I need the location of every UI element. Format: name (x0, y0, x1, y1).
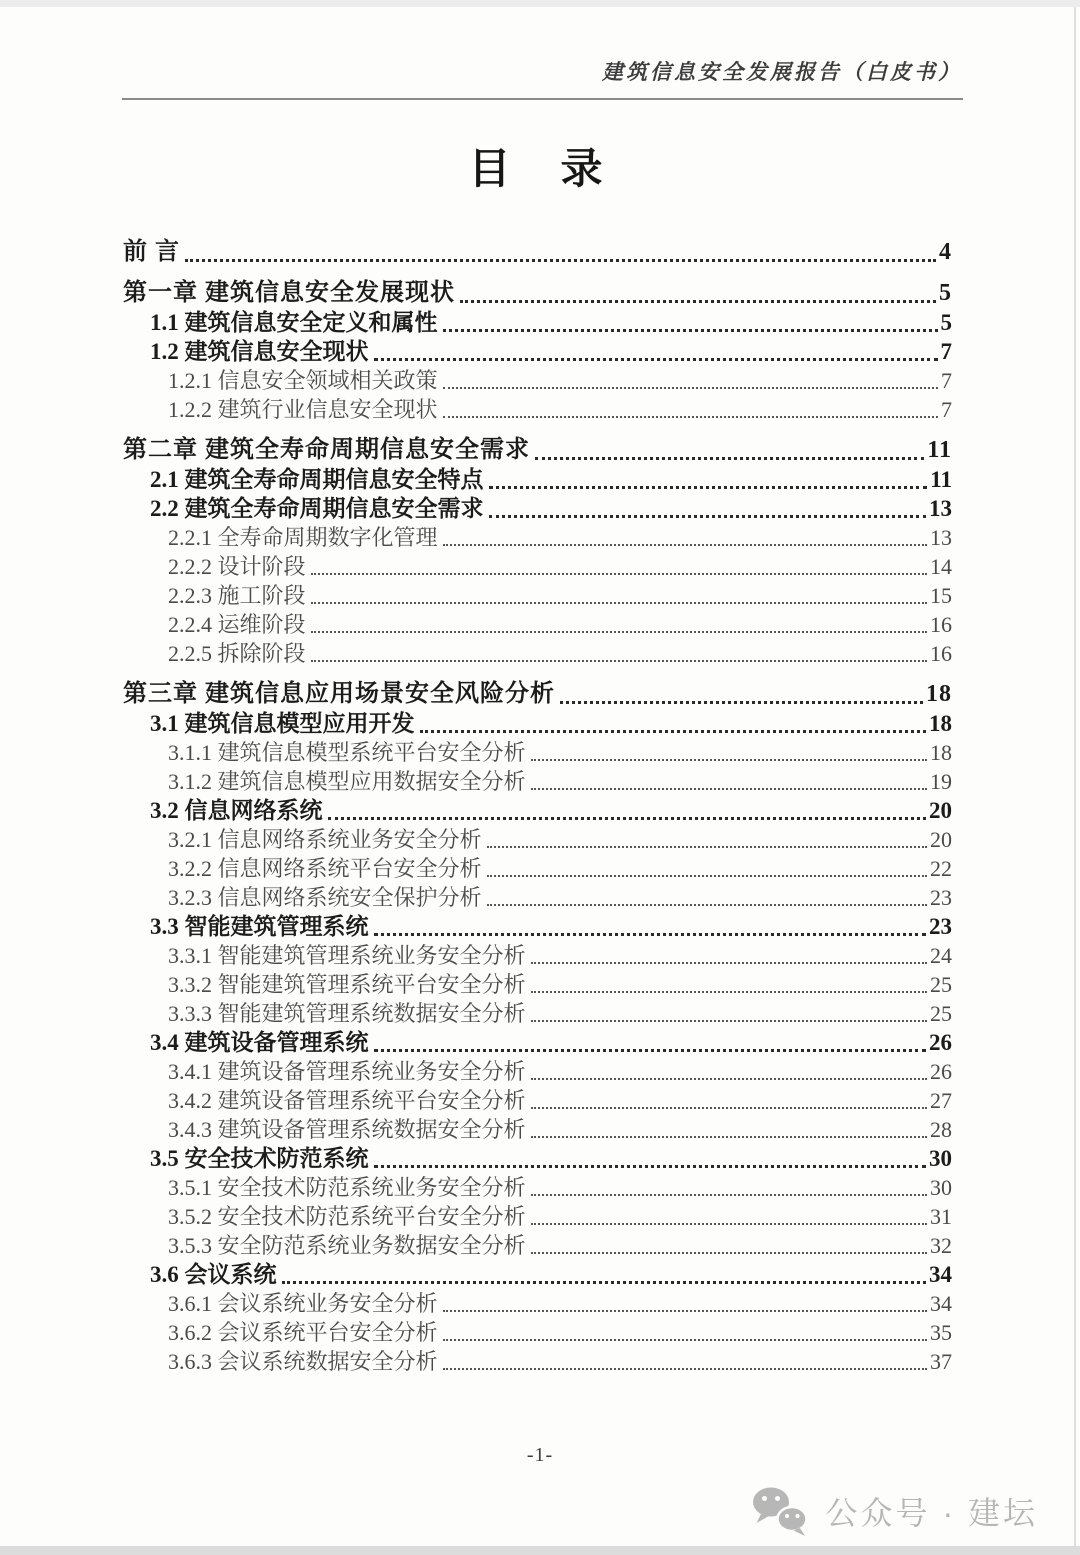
toc-entry-page: 23 (930, 885, 952, 910)
toc-entry-label: 3.5.3 安全防范系统业务数据安全分析 (168, 1233, 526, 1258)
toc-entry-page: 5 (940, 310, 952, 335)
running-header: 建筑信息安全发展报告（白皮书） (602, 60, 962, 84)
toc-entry[interactable] (123, 494, 952, 523)
toc-leader-dots (531, 1078, 927, 1080)
toc-entry-label: 3.6 会议系统 (150, 1262, 277, 1287)
toc-entry[interactable] (123, 970, 952, 999)
toc-leader-dots (560, 701, 923, 704)
toc-entry-label: 1.2.1 信息安全领域相关政策 (168, 368, 438, 393)
toc-leader-dots (311, 660, 927, 662)
toc-entry-label: 3.6.1 会议系统业务安全分析 (168, 1291, 438, 1316)
toc-entry-label: 3.2.3 信息网络系统安全保护分析 (168, 885, 482, 910)
toc-entry-page: 30 (929, 1146, 952, 1171)
toc-leader-dots (531, 962, 927, 964)
toc-entry-label: 3.4 建筑设备管理系统 (150, 1030, 369, 1055)
toc-leader-dots (531, 1252, 927, 1254)
header-rule (122, 98, 963, 100)
toc-leader-dots (374, 1049, 927, 1052)
page-number: -1- (526, 1444, 554, 1466)
scan-edge-top (0, 0, 1080, 7)
toc-leader-dots (311, 602, 927, 604)
toc-entry-page: 13 (930, 525, 952, 550)
toc-leader-dots (531, 1223, 927, 1225)
toc-entry-label: 前 言 (123, 239, 180, 265)
toc-entry-page: 30 (930, 1175, 952, 1200)
toc-entry-page: 11 (930, 467, 952, 492)
toc-entry[interactable] (123, 912, 952, 941)
toc-leader-dots (489, 515, 927, 518)
toc-leader-dots (311, 573, 927, 575)
toc-entry-page: 18 (926, 681, 952, 707)
toc-entry-page: 27 (930, 1088, 952, 1113)
toc-entry[interactable] (123, 680, 952, 709)
toc-entry-page: 7 (940, 339, 952, 364)
toc-entry-page: 25 (930, 1001, 952, 1026)
toc-title: 目 录 (468, 147, 607, 193)
toc-entry[interactable] (123, 465, 952, 494)
toc-entry[interactable] (123, 1173, 952, 1202)
toc-leader-dots (531, 788, 927, 790)
toc-entry-label: 1.2.2 建筑行业信息安全现状 (168, 397, 438, 422)
toc-entry[interactable] (123, 308, 952, 337)
toc-entry[interactable] (123, 552, 952, 581)
toc-entry-label: 第一章 建筑信息安全发展现状 (123, 280, 455, 306)
toc-entry[interactable] (123, 1260, 952, 1289)
toc-entry-page: 19 (930, 769, 952, 794)
toc-entry-label: 2.1 建筑全寿命周期信息安全特点 (150, 467, 484, 492)
toc-leader-dots (443, 416, 938, 418)
toc-entry[interactable] (123, 279, 952, 308)
toc-entry-label: 2.2 建筑全寿命周期信息安全需求 (150, 496, 484, 521)
toc-entry-label: 3.5.2 安全技术防范系统平台安全分析 (168, 1204, 526, 1229)
toc-entry-label: 1.2 建筑信息安全现状 (150, 339, 369, 364)
toc-entry-page: 35 (930, 1320, 952, 1345)
toc-entry-page: 34 (930, 1291, 952, 1316)
toc-entry-label: 3.4.3 建筑设备管理系统数据安全分析 (168, 1117, 526, 1142)
toc-entry-page: 26 (930, 1059, 952, 1084)
toc-entry-page: 18 (929, 711, 952, 736)
toc-leader-dots (460, 300, 936, 303)
toc-leader-dots (374, 933, 927, 936)
toc-entry[interactable] (123, 796, 952, 825)
toc-entry-label: 3.3 智能建筑管理系统 (150, 914, 369, 939)
toc-entry-label: 2.2.2 设计阶段 (168, 554, 306, 579)
toc-entry-page: 4 (939, 239, 952, 265)
toc-leader-dots (185, 259, 936, 262)
toc-entry-page: 20 (929, 798, 952, 823)
toc-entry-label: 3.1.2 建筑信息模型应用数据安全分析 (168, 769, 526, 794)
watermark-text: 公众号 · 建坛 (825, 1495, 1038, 1531)
toc-leader-dots (531, 991, 927, 993)
toc-entry-page: 24 (930, 943, 952, 968)
toc-entry-label: 第三章 建筑信息应用场景安全风险分析 (123, 681, 555, 707)
toc-entry-page: 32 (930, 1233, 952, 1258)
toc-entry-label: 3.1 建筑信息模型应用开发 (150, 711, 415, 736)
toc-entry[interactable] (123, 581, 952, 610)
toc-entry[interactable] (123, 709, 952, 738)
toc-entry-label: 3.5.1 安全技术防范系统业务安全分析 (168, 1175, 526, 1200)
toc-entry[interactable] (123, 238, 952, 267)
scan-edge-bottom (0, 1546, 1080, 1555)
toc-entry[interactable] (123, 825, 952, 854)
toc-entry[interactable] (123, 523, 952, 552)
toc-entry-page: 37 (930, 1349, 952, 1374)
toc-entry[interactable] (123, 1347, 952, 1376)
toc-entry[interactable] (123, 639, 952, 668)
toc-entry[interactable] (123, 999, 952, 1028)
toc-entry[interactable] (123, 1144, 952, 1173)
toc-entry[interactable] (123, 941, 952, 970)
toc-entry-label: 第二章 建筑全寿命周期信息安全需求 (123, 437, 530, 463)
toc-leader-dots (487, 904, 927, 906)
toc-entry[interactable] (123, 738, 952, 767)
toc-entry[interactable] (123, 1028, 952, 1057)
toc-leader-dots (531, 1107, 927, 1109)
toc-leader-dots (374, 1165, 927, 1168)
toc-entry-page: 23 (929, 914, 952, 939)
toc-entry-page: 34 (929, 1262, 952, 1287)
toc-entry-page: 20 (930, 827, 952, 852)
toc-entry-label: 3.2.2 信息网络系统平台安全分析 (168, 856, 482, 881)
toc-entry-label: 3.3.2 智能建筑管理系统平台安全分析 (168, 972, 526, 997)
toc-entry-page: 26 (929, 1030, 952, 1055)
toc-entry-page: 5 (939, 280, 952, 306)
toc-entry-label: 2.2.1 全寿命周期数字化管理 (168, 525, 438, 550)
toc-entry-label: 3.3.1 智能建筑管理系统业务安全分析 (168, 943, 526, 968)
toc-entry[interactable] (123, 366, 952, 395)
toc-entry[interactable] (123, 1289, 952, 1318)
toc-entry-label: 1.1 建筑信息安全定义和属性 (150, 310, 438, 335)
toc-leader-dots (443, 544, 927, 546)
toc-entry-page: 31 (930, 1204, 952, 1229)
toc-entry-page: 18 (930, 740, 952, 765)
toc-leader-dots (420, 730, 927, 733)
watermark (749, 1484, 1038, 1538)
toc-entry[interactable] (123, 1231, 952, 1260)
toc-entry[interactable] (123, 767, 952, 796)
toc-entry[interactable] (123, 1318, 952, 1347)
toc-leader-dots (535, 457, 924, 460)
toc-entry[interactable] (123, 1202, 952, 1231)
toc-entry-label: 3.6.3 会议系统数据安全分析 (168, 1349, 438, 1374)
toc-entry-page: 16 (930, 612, 952, 637)
toc-entry[interactable] (123, 854, 952, 883)
toc-entry-label: 3.4.2 建筑设备管理系统平台安全分析 (168, 1088, 526, 1113)
toc-entry-page: 7 (941, 368, 952, 393)
toc-entry-page: 14 (930, 554, 952, 579)
wechat-icon (749, 1484, 811, 1538)
toc-leader-dots (374, 358, 938, 361)
toc-entry-page: 11 (927, 437, 952, 463)
toc-leader-dots (282, 1281, 927, 1284)
toc-leader-dots (443, 1339, 927, 1341)
toc-entry-page: 13 (929, 496, 952, 521)
toc-entry-page: 7 (941, 397, 952, 422)
toc-leader-dots (443, 1310, 927, 1312)
toc-leader-dots (443, 329, 938, 332)
toc-leader-dots (489, 486, 928, 489)
toc-leader-dots (531, 1194, 927, 1196)
toc-entry[interactable] (123, 337, 952, 366)
toc-entry[interactable] (123, 436, 952, 465)
toc-entry-page: 15 (930, 583, 952, 608)
toc-list (123, 238, 952, 1376)
toc-entry[interactable] (123, 395, 952, 424)
toc-entry-label: 2.2.3 施工阶段 (168, 583, 306, 608)
toc-entry-label: 3.2 信息网络系统 (150, 798, 323, 823)
toc-entry[interactable] (123, 1057, 952, 1086)
toc-entry-label: 2.2.4 运维阶段 (168, 612, 306, 637)
toc-entry[interactable] (123, 883, 952, 912)
toc-entry-page: 25 (930, 972, 952, 997)
toc-entry-label: 3.5 安全技术防范系统 (150, 1146, 369, 1171)
toc-leader-dots (443, 1368, 927, 1370)
toc-entry-label: 3.6.2 会议系统平台安全分析 (168, 1320, 438, 1345)
toc-entry-label: 3.2.1 信息网络系统业务安全分析 (168, 827, 482, 852)
toc-leader-dots (487, 875, 927, 877)
toc-entry-page: 22 (930, 856, 952, 881)
scan-edge-right (1074, 7, 1076, 1546)
toc-leader-dots (311, 631, 927, 633)
toc-leader-dots (487, 846, 927, 848)
toc-leader-dots (443, 387, 938, 389)
toc-leader-dots (328, 817, 927, 820)
toc-entry-label: 3.1.1 建筑信息模型系统平台安全分析 (168, 740, 526, 765)
toc-entry-page: 28 (930, 1117, 952, 1142)
toc-entry-page: 16 (930, 641, 952, 666)
toc-entry-label: 3.4.1 建筑设备管理系统业务安全分析 (168, 1059, 526, 1084)
toc-leader-dots (531, 1020, 927, 1022)
toc-leader-dots (531, 1136, 927, 1138)
toc-entry[interactable] (123, 610, 952, 639)
toc-leader-dots (531, 759, 927, 761)
toc-entry[interactable] (123, 1115, 952, 1144)
toc-entry-label: 3.3.3 智能建筑管理系统数据安全分析 (168, 1001, 526, 1026)
toc-entry[interactable] (123, 1086, 952, 1115)
toc-entry-label: 2.2.5 拆除阶段 (168, 641, 306, 666)
